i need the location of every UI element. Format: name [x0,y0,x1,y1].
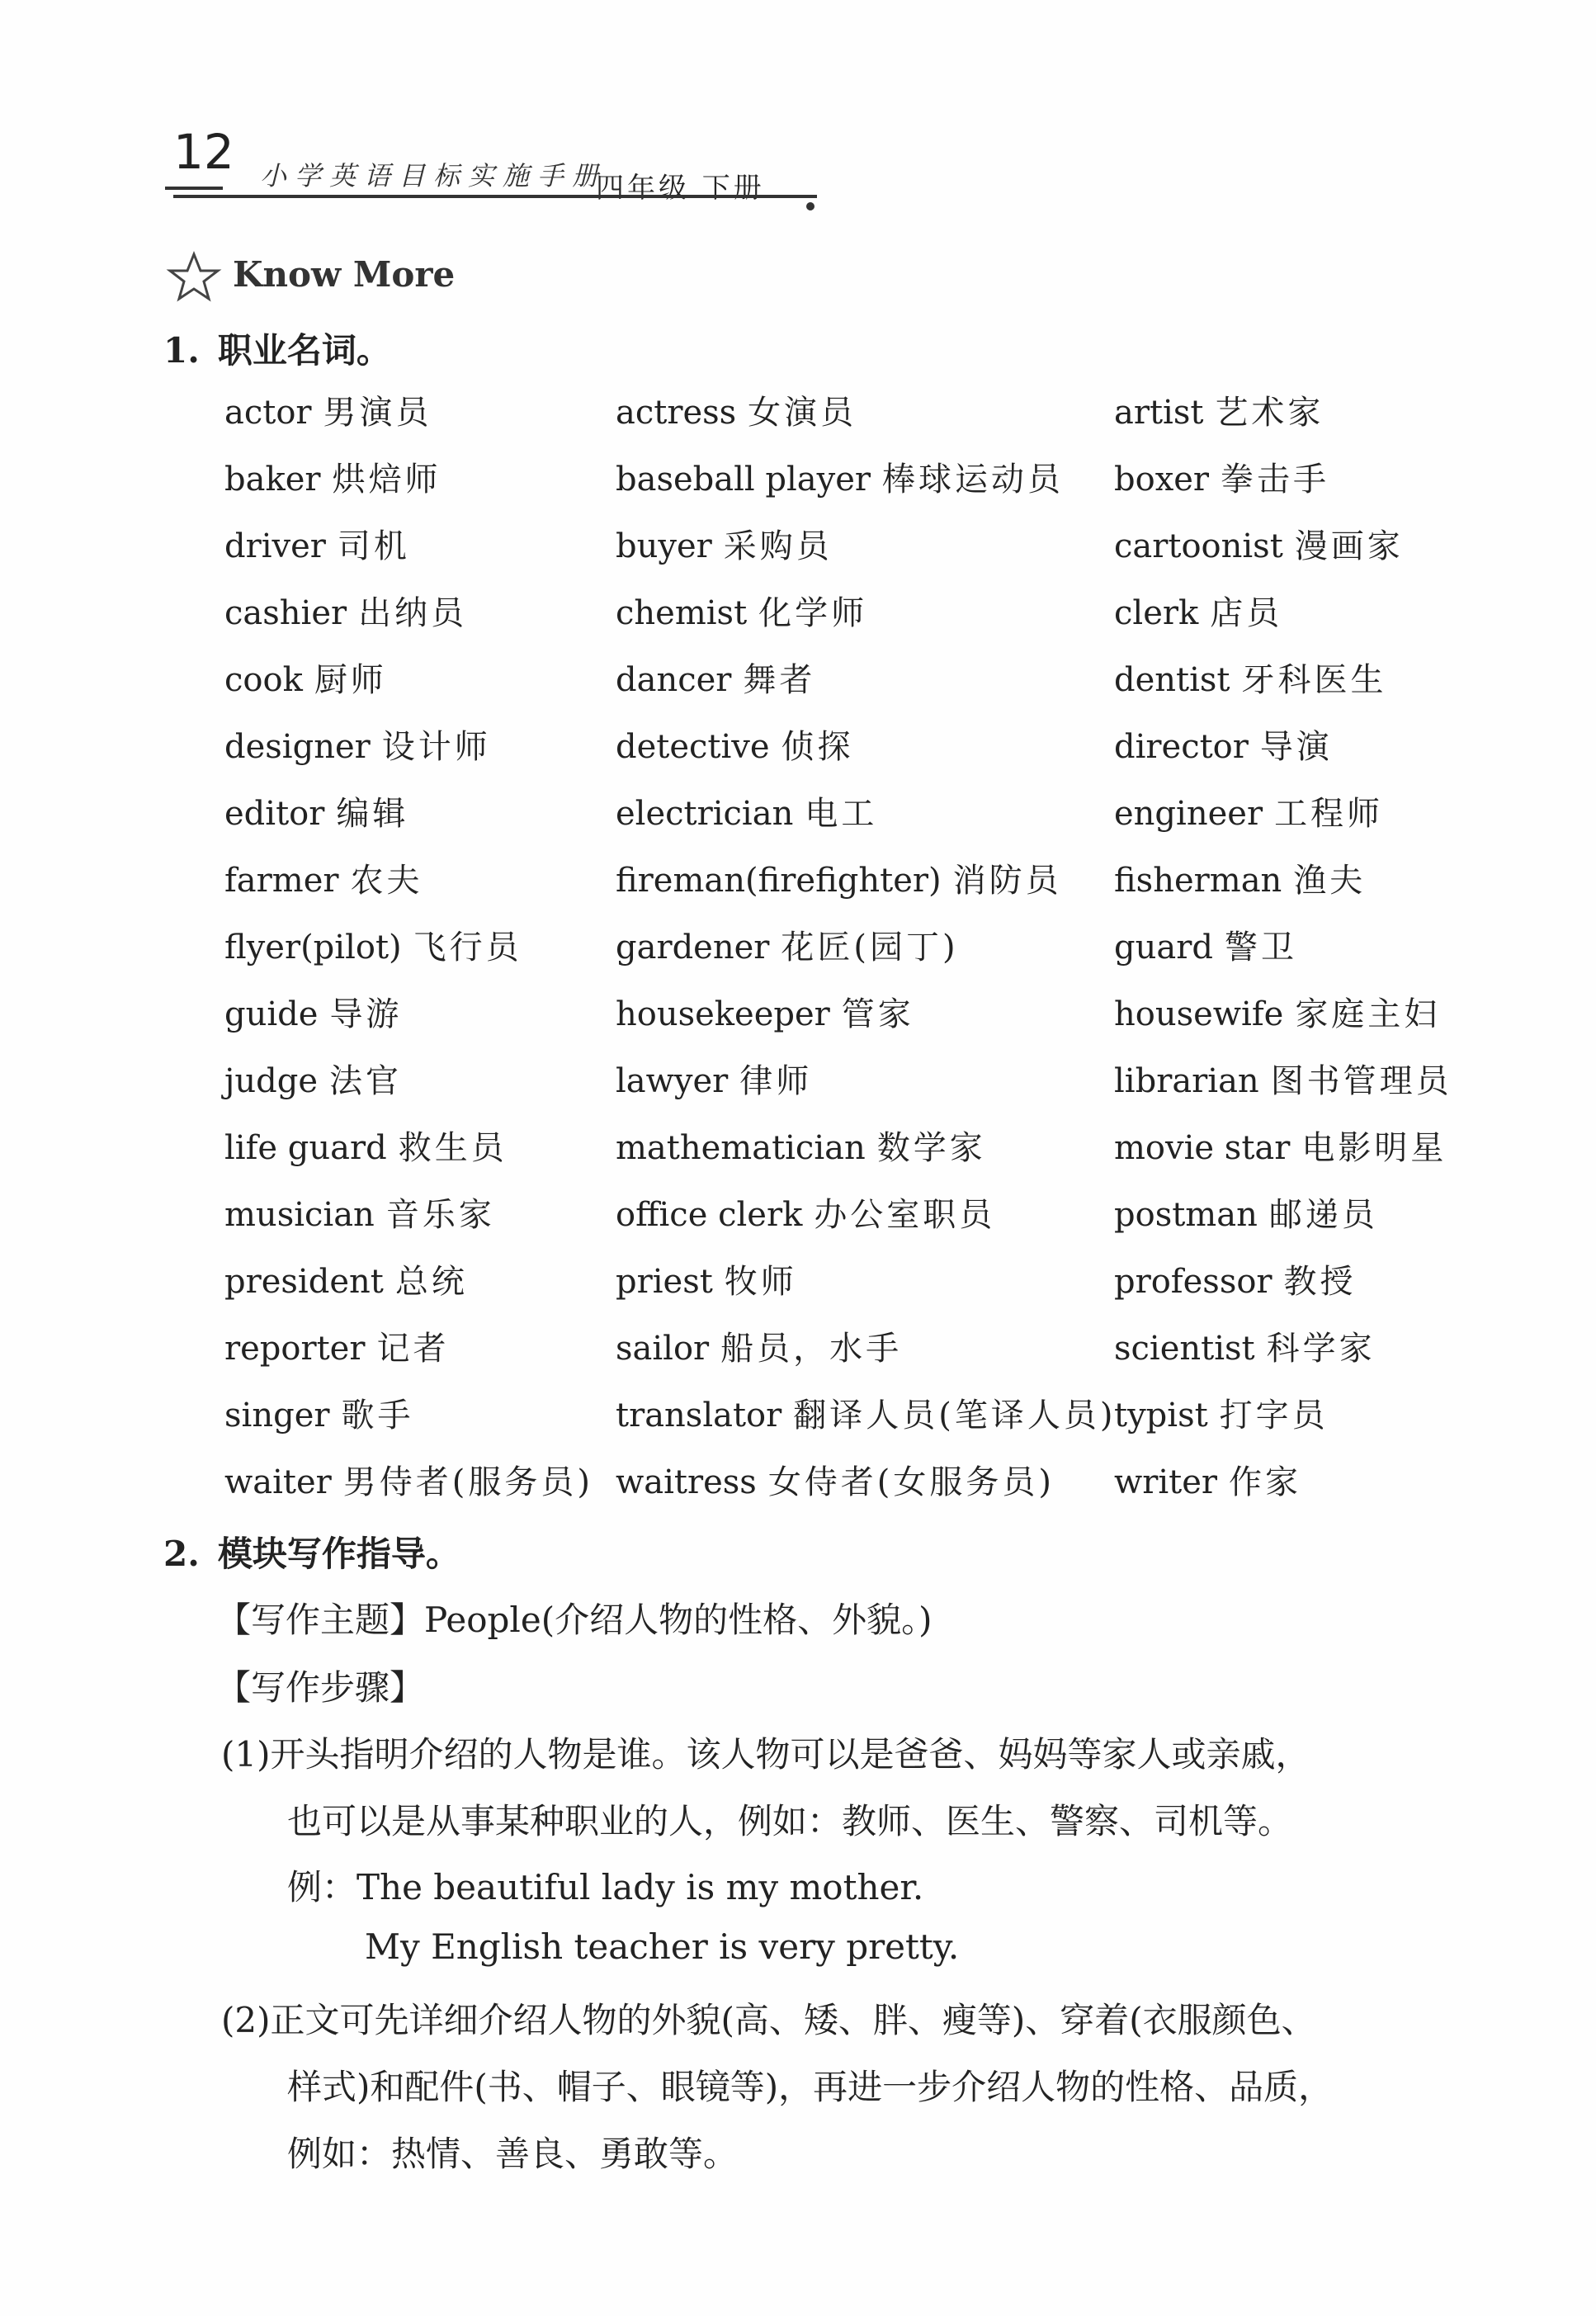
vocab-chinese: 总统 [394,1263,468,1301]
vocab-chinese: 男侍者(服务员) [342,1463,593,1501]
vocab-english: dentist [1114,661,1230,699]
vocab-row [224,854,1462,921]
vocab-english: mathematician [616,1129,866,1167]
vocab-english: driver [224,527,326,565]
step1-line2: 也可以是从事某种职业的人，例如：教师、医生、警察、司机等。 [287,1801,1293,1841]
vocab-chinese: 导游 [329,995,403,1033]
vocab-chinese: 编辑 [336,795,409,833]
vocab-chinese: 记者 [376,1330,450,1368]
vocab-row [224,1322,1462,1389]
vocab-entry [1114,386,1324,433]
vocab-english: fireman(firefighter) [616,862,942,900]
vocab-chinese: 棒球运动员 [882,461,1065,499]
section2-number: 2. [163,1534,200,1574]
vocab-entry [616,453,1064,500]
vocab-english: singer [224,1397,330,1435]
vocab-chinese: 司机 [337,527,410,565]
vocab-english: artist [1114,394,1204,432]
vocab-entry [224,1389,413,1436]
vocab-english: chemist [616,594,748,632]
vocab-chinese: 女演员 [748,394,857,432]
vocab-english: cashier [224,594,347,632]
vocab-entry [616,1189,995,1236]
vocab-entry [1114,1122,1447,1169]
vocab-english: movie star [1114,1129,1291,1167]
vocab-chinese: 出纳员 [358,594,468,632]
vocab-entry [1114,787,1383,834]
vocab-chinese: 设计师 [381,728,491,766]
vocab-entry [616,921,959,968]
vocab-english: president [224,1263,384,1301]
vocab-chinese: 农夫 [350,862,423,900]
header-rule [173,195,817,198]
vocab-chinese: 船员，水手 [720,1330,903,1368]
page-number: 12 [173,124,234,180]
vocab-entry [1114,1389,1329,1436]
example-sentence-2: My English teacher is very pretty. [365,1926,960,1967]
vocab-english: director [1114,728,1249,766]
vocab-english: buyer [616,527,712,565]
section1-number: 1. [163,330,200,371]
vocab-entry [224,1322,449,1369]
vocab-chinese: 渔夫 [1293,862,1367,900]
writing-steps-label: 【写作步骤】 [216,1667,425,1708]
vocab-english: lawyer [616,1062,729,1100]
vocab-entry [1114,453,1329,500]
vocab-chinese: 消防员 [952,862,1062,900]
vocab-english: housekeeper [616,995,830,1033]
vocab-chinese: 牙科医生 [1241,661,1387,699]
vocab-english: translator [616,1397,782,1435]
vocab-chinese: 邮递员 [1268,1196,1378,1234]
vocab-entry [616,854,1062,901]
vocab-row [224,921,1462,988]
vocab-entry [224,854,423,901]
vocab-entry [224,988,402,1035]
vocab-chinese: 导演 [1259,728,1333,766]
vocab-entry [1114,988,1440,1035]
vocab-entry [1114,1189,1378,1236]
vocab-row [224,1122,1462,1189]
vocab-row [224,787,1462,854]
vocab-english: typist [1114,1397,1208,1435]
vocab-english: guard [1114,929,1213,967]
example-sentence-1: The beautiful lady is my mother. [357,1867,924,1907]
vocab-chinese: 办公室职员 [814,1196,996,1234]
vocab-chinese: 数学家 [876,1129,986,1167]
vocab-entry [224,386,432,433]
vocab-chinese: 家庭主妇 [1295,995,1441,1033]
vocab-chinese: 侦探 [781,728,854,766]
vocabulary-grid [224,386,1462,1523]
vocab-entry [1114,854,1366,901]
vocab-entry [224,921,522,968]
vocab-chinese: 律师 [739,1062,813,1100]
vocab-entry [1114,921,1297,968]
vocab-entry [224,1255,468,1302]
header-rule-short [165,187,223,190]
vocab-english: waitress [616,1463,757,1501]
vocab-english: fisherman [1114,862,1282,900]
vocab-english: scientist [1114,1330,1255,1368]
section1-heading [163,324,391,373]
grade-label: 四年级 下册 [596,172,765,205]
vocab-entry [224,721,491,768]
vocab-english: clerk [1114,594,1199,632]
vocab-chinese: 翻译人员(笔译人员) [793,1397,1117,1435]
header-rule-dot [806,202,815,210]
vocab-english: flyer(pilot) [224,929,402,967]
vocab-entry [616,587,867,634]
vocab-chinese: 舞者 [743,661,816,699]
vocab-entry [616,1255,797,1302]
vocab-english: sailor [616,1330,710,1368]
vocab-entry [224,1189,495,1236]
vocab-entry [1114,721,1333,768]
vocab-entry [616,1055,812,1102]
vocab-row [224,654,1462,721]
vocab-chinese: 女侍者(女服务员) [767,1463,1055,1501]
vocab-english: actress [616,394,737,432]
vocab-chinese: 艺术家 [1215,394,1324,432]
vocab-chinese: 法官 [329,1062,403,1100]
vocab-english: engineer [1114,795,1263,833]
vocab-entry [224,520,410,567]
vocab-chinese: 拳击手 [1221,461,1330,499]
vocab-chinese: 管家 [841,995,914,1033]
vocab-entry [616,1456,1055,1503]
vocab-chinese: 漫画家 [1294,527,1404,565]
vocab-english: librarian [1114,1062,1259,1100]
vocab-chinese: 打字员 [1219,1397,1329,1435]
vocab-entry [224,1055,402,1102]
vocab-english: priest [616,1263,713,1301]
vocab-english: electrician [616,795,794,833]
vocab-entry [224,1456,593,1503]
book-title: 小学英语目标实施手册 [260,160,607,191]
vocab-entry [616,1389,1116,1436]
vocab-row [224,453,1462,520]
vocab-entry [1114,1456,1301,1503]
vocab-chinese: 歌手 [341,1397,414,1435]
vocab-entry [1114,654,1387,701]
writing-theme: 【写作主题】People(介绍人物的性格、外貌。) [216,1600,933,1640]
vocab-row [224,587,1462,654]
vocab-entry [616,1122,986,1169]
vocab-row [224,1456,1462,1523]
vocab-english: writer [1114,1463,1218,1501]
vocab-chinese: 采购员 [723,527,833,565]
vocab-chinese: 烘焙师 [332,461,441,499]
vocab-english: editor [224,795,325,833]
vocab-entry [224,654,387,701]
section1-heading-text: 职业名词。 [217,330,391,371]
vocab-english: cook [224,661,303,699]
vocab-english: reporter [224,1330,366,1368]
vocab-entry [1114,520,1404,567]
step2-line1: (2)正文可先详细介绍人物的外貌(高、矮、胖、瘦等)、穿着(衣服颜色、 [221,2000,1316,2040]
vocab-entry [616,988,914,1035]
vocab-entry [1114,1322,1376,1369]
vocab-chinese: 作家 [1229,1463,1302,1501]
vocab-english: office clerk [616,1196,803,1234]
star-icon [165,248,223,305]
vocab-chinese: 厨师 [314,661,387,699]
vocab-row [224,988,1462,1055]
vocab-english: designer [224,728,371,766]
vocab-english: gardener [616,929,770,967]
vocab-chinese: 化学师 [758,594,868,632]
vocab-chinese: 救生员 [398,1129,508,1167]
vocab-chinese: 电影明星 [1301,1129,1447,1167]
vocab-chinese: 牧师 [724,1263,797,1301]
vocab-english: musician [224,1196,375,1234]
vocab-english: judge [224,1062,319,1100]
vocab-row [224,1055,1462,1122]
step2-line3: 例如：热情、善良、勇敢等。 [287,2134,739,2174]
vocab-english: actor [224,394,312,432]
vocab-chinese: 店员 [1210,594,1283,632]
step1-line1: (1)开头指明介绍的人物是谁。该人物可以是爸爸、妈妈等家人或亲戚， [221,1734,1310,1775]
vocab-entry [1114,587,1282,634]
vocab-row [224,386,1462,453]
vocab-chinese: 教授 [1283,1263,1357,1301]
vocab-entry [616,1322,902,1369]
vocab-english: housewife [1114,995,1284,1033]
step2-line2: 样式)和配件(书、帽子、眼镜等)，再进一步介绍人物的性格、品质， [287,2067,1334,2107]
vocab-entry [1114,1055,1452,1102]
vocab-entry [616,721,854,768]
vocab-chinese: 警卫 [1224,929,1297,967]
vocab-chinese: 电工 [805,795,878,833]
vocab-entry [616,386,857,433]
vocab-row [224,721,1462,787]
vocab-entry [616,787,877,834]
vocab-chinese: 花匠(园丁) [781,929,959,967]
vocab-english: boxer [1114,461,1210,499]
vocab-english: detective [616,728,770,766]
vocab-entry [224,787,408,834]
vocab-chinese: 男演员 [323,394,432,432]
vocab-english: professor [1114,1263,1273,1301]
vocab-entry [1114,1255,1357,1302]
section-title: Know More [233,254,456,295]
vocab-chinese: 飞行员 [413,929,522,967]
vocab-entry [224,587,467,634]
vocab-chinese: 音乐家 [385,1196,495,1234]
vocab-english: cartoonist [1114,527,1283,565]
vocab-english: baseball player [616,461,871,499]
vocab-entry [616,520,833,567]
vocab-english: waiter [224,1463,332,1501]
section2-heading [163,1527,460,1576]
vocab-english: farmer [224,862,339,900]
example-line1 [287,1860,923,1910]
vocab-chinese: 工程师 [1274,795,1384,833]
vocab-row [224,1189,1462,1255]
vocab-row [224,1389,1462,1456]
vocab-english: guide [224,995,319,1033]
vocab-entry [224,1122,508,1169]
vocab-english: baker [224,461,321,499]
section2-heading-text: 模块写作指导。 [217,1534,460,1574]
vocab-english: life guard [224,1129,387,1167]
vocab-chinese: 图书管理员 [1270,1062,1452,1100]
example-label: 例： [287,1867,357,1907]
vocab-row [224,520,1462,587]
vocab-row [224,1255,1462,1322]
vocab-english: postman [1114,1196,1258,1234]
vocab-entry [616,654,815,701]
vocab-chinese: 科学家 [1266,1330,1376,1368]
vocab-entry [224,453,441,500]
vocab-english: dancer [616,661,732,699]
